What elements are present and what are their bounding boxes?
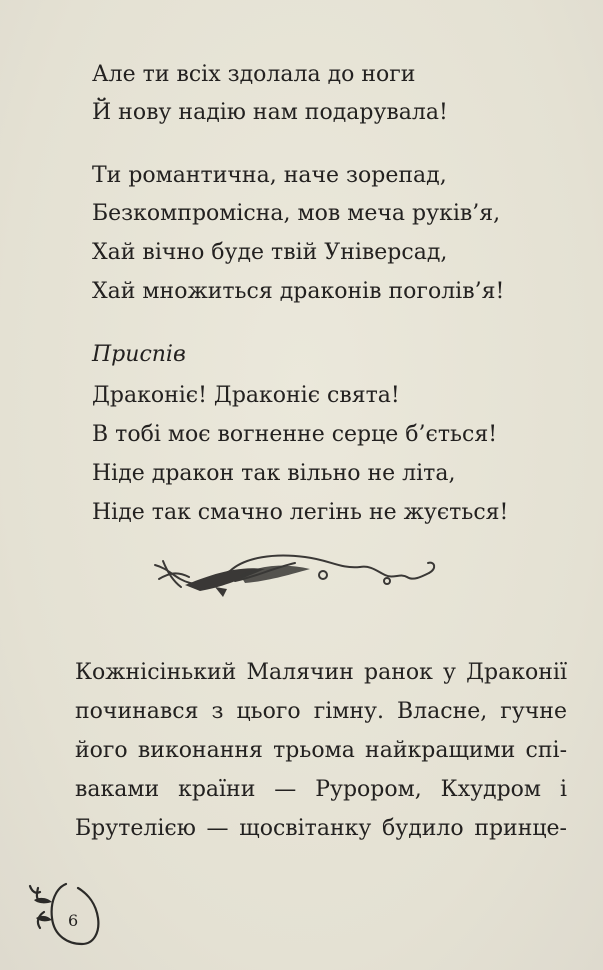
prose-line: починався з цього гімну. Власне, гучне [75, 699, 567, 724]
verse-line: Ти романтична, наче зорепад, [92, 163, 447, 188]
prose-line: ваками країни — Рурором, Кхудром і [75, 777, 567, 802]
verse-line: Безкомпромісна, мов меча руків’я, [92, 201, 501, 226]
prose-line: Кожнісінький Малячин ранок у Драконії [75, 660, 567, 685]
page-number-frame-icon [22, 878, 104, 950]
chorus-line: В тобі моє вогненне серце б’ється! [92, 422, 498, 447]
prose-line: його виконання трьома найкращими спі- [75, 738, 567, 763]
page-number-badge [22, 878, 104, 950]
verse-line: Але ти всіх здолала до ноги [92, 62, 416, 87]
verse-line: Хай множиться драконів поголів’я! [92, 279, 505, 304]
chorus-line: Ніде так смачно легінь не жується! [92, 500, 509, 525]
chorus-line: Ніде дракон так вільно не літа, [92, 461, 456, 486]
chorus-title: Приспів [92, 342, 186, 367]
page-number: 6 [68, 911, 79, 930]
verse-line: Хай вічно буде твій Універсад, [92, 240, 448, 265]
ornament-divider-icon [145, 547, 445, 607]
chorus-line: Драконіє! Драконіє свята! [92, 383, 400, 408]
prose-line: Брутелією — щосвітанку будило принце- [75, 816, 567, 841]
verse-line: Й нову надію нам подарувала! [92, 100, 448, 125]
